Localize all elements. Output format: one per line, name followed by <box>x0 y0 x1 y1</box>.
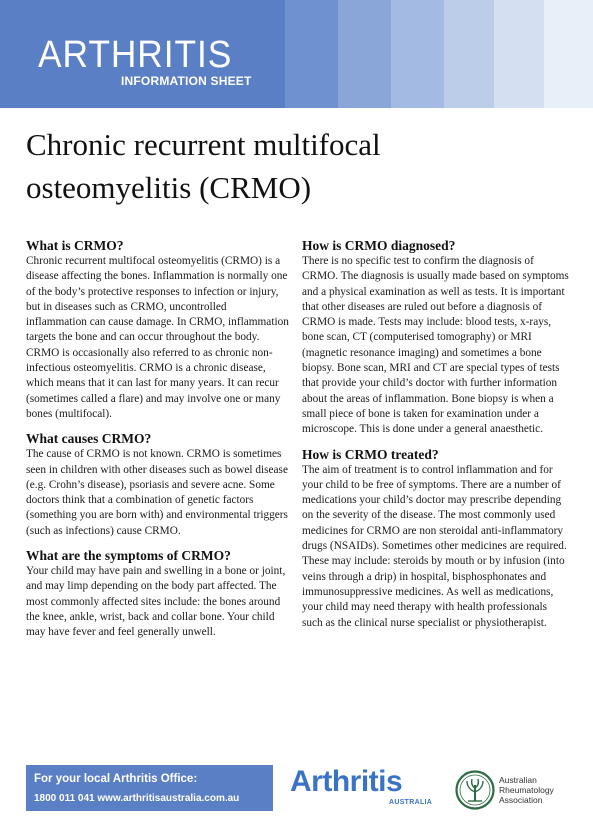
banner-stripe <box>285 0 338 108</box>
ara-name-line: Association <box>499 795 543 805</box>
banner-stripe <box>544 0 593 108</box>
section-heading: How is CRMO treated? <box>302 446 439 462</box>
section-body: Your child may have pain and swelling in a bone or joint, and may limp depending on the body part affected. The most commonly affected sites include: the bones around the knee, ankle, wrist, back and collar bone. Your child may have fever and feel generally unwell. <box>26 565 286 639</box>
header-banner <box>0 0 593 108</box>
section-body: There is no specific test to confirm the diagnosis of CRMO. The diagnosis is usually made based on symptoms and a physical examination as well as tests. It is important that other diseases are ruled out before a diagnosis of CRMO is made. Tests may include: blood tests, x-rays, bone scan, CT (computerised tomography) or MRI (magnetic resonance imaging) and sometimes a bone biopsy. Bone scan, MRI and CT are special types of tests that provide your child’s doctor with further information about the areas of inflammation. Bone biopsy is when a small piece of bone is taken for examination under a microscope. This is done under a general anaesthetic. <box>302 255 569 436</box>
banner-subtitle: INFORMATION SHEET <box>121 74 252 88</box>
section-body: The aim of treatment is to control inflammation and for your child to be free of symptoms. There are a number of medications your child’s doctor may prescribe depending on the severity of the disease. The most commonly used medicines for CRMO are non steroidal anti-inflammatory drugs (NSAIDs). Sometimes other medicines are required. These may include: steroids by mouth or by infusion (into veins through a drip) in hospital, bisphosphonates and immunosuppressive medicines. As well as medications, your child may need therapy with health professionals such as the clinical nurse specialist or physiotherapist. <box>302 463 567 629</box>
banner-title: ARTHRITIS <box>38 34 233 76</box>
logo-subtitle: AUSTRALIA <box>389 799 433 806</box>
footer-contact-link[interactable]: 1800 011 041 www.arthritisaustralia.com.au <box>34 793 240 804</box>
banner-stripe <box>338 0 391 108</box>
section-heading: How is CRMO diagnosed? <box>302 238 456 253</box>
section-symptoms <box>26 548 290 640</box>
footer-contact-box <box>26 765 273 811</box>
section-heading: What causes CRMO? <box>26 431 152 447</box>
left-column <box>26 238 290 650</box>
rheumatology-association-emblem-icon <box>455 770 495 810</box>
ara-name-line: Australian <box>499 775 537 785</box>
page-title <box>26 123 446 209</box>
section-what-is-crmo <box>26 238 290 422</box>
section-treatment <box>302 447 570 631</box>
section-heading: What is CRMO? <box>26 238 124 253</box>
arthritis-australia-logo <box>290 767 440 811</box>
section-body: The cause of CRMO is not known. CRMO is sometimes seen in children with other diseases such as bowel disease (e.g. Crohn’s disease), psoriasis and severe acne. Some doctors think that a combination of genetic factors (something you are born with) and environmental triggers (such as infections) cause CRMO. <box>26 448 288 537</box>
banner-stripe <box>494 0 544 108</box>
section-heading: What are the symptoms of CRMO? <box>26 548 231 564</box>
section-diagnosis <box>302 238 570 438</box>
rheumatology-association-name <box>499 775 589 805</box>
logo-wordmark: Arthritis <box>290 765 403 798</box>
ara-name-line: Rheumatology <box>499 785 554 795</box>
right-column <box>302 238 570 640</box>
page-title-line: osteomyelitis (CRMO) <box>26 170 312 205</box>
footer-heading: For your local Arthritis Office: <box>34 773 198 785</box>
banner-stripe <box>444 0 494 108</box>
section-what-causes-crmo <box>26 431 290 539</box>
section-body: Chronic recurrent multifocal osteomyelitis (CRMO) is a disease affecting the bones. Inflammation is normally one of the body’s protective responses to infection or injury, but in diseases such as CRMO, uncontrolled inflammation can cause damage. In CRMO, inflammation targets the bone and can occur throughout the body. CRMO is occasionally also referred to as chronic non-infectious osteomyelitis. CRMO is a chronic disease, which means that it can last for many years. It can recur (sometimes called a flare) and may involve one or many bones (multifocal). <box>26 255 289 420</box>
page-title-line: Chronic recurrent multifocal <box>26 127 381 162</box>
banner-stripe <box>391 0 444 108</box>
